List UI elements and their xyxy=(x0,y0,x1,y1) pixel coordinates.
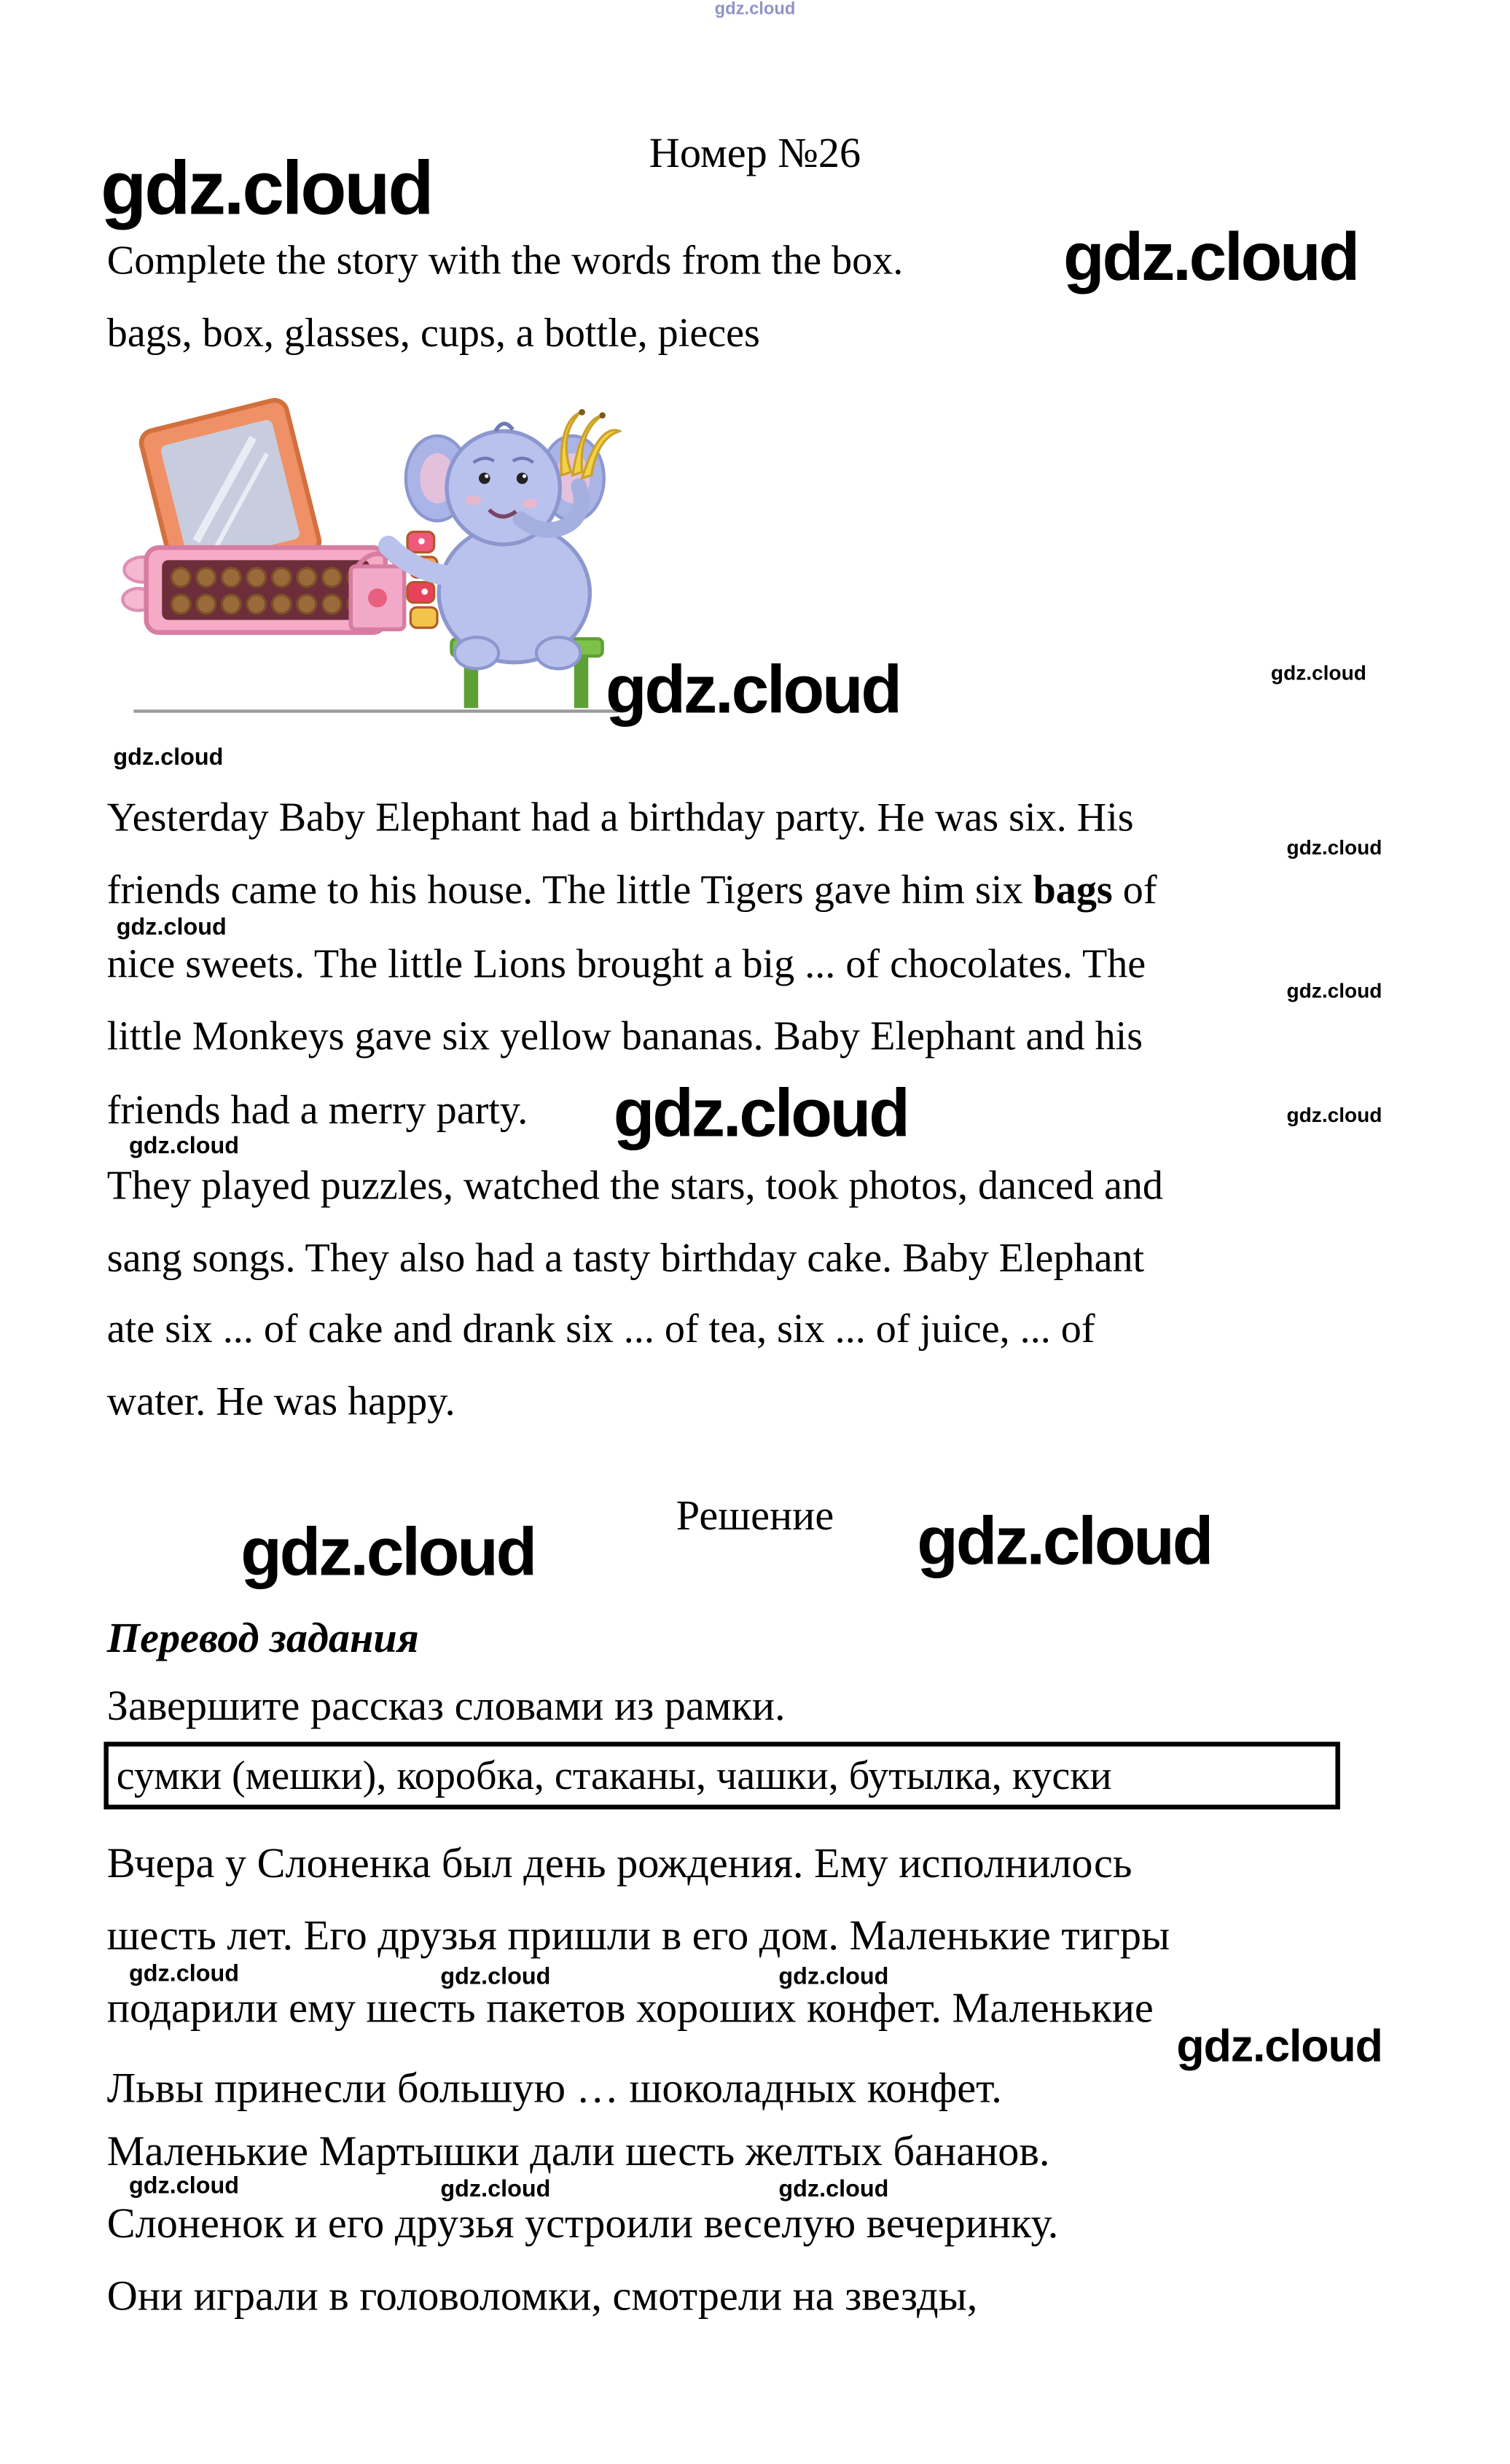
story-line xyxy=(107,867,1157,914)
watermark-small: gdz.cloud xyxy=(116,913,227,941)
story-line: Yesterday Baby Elephant had a birthday party. He was six. His xyxy=(106,794,1134,841)
elephant-illustration xyxy=(118,381,622,730)
story-word-bold: bags xyxy=(1033,867,1113,913)
elephant-illustration-svg xyxy=(118,381,622,730)
word-box-text: сумки (мешки), коробка, стаканы, чашки, бутылка, куски xyxy=(116,1752,1112,1798)
watermark-small: gdz.cloud xyxy=(440,1963,551,1991)
story-line: sang songs. They also had a tasty birthday cake. Baby Elephant xyxy=(106,1235,1145,1281)
page-title: Номер №26 xyxy=(649,128,861,176)
solution-heading: Решение xyxy=(676,1492,834,1539)
gdz-logo-watermark: gdz.cloud xyxy=(240,1515,536,1591)
translation-line: Маленькие Мартышки дали шесть желтых бананов. xyxy=(106,2127,1050,2175)
gdz-logo-watermark: gdz.cloud xyxy=(613,1076,908,1152)
translation-subheading: Перевод задания xyxy=(106,1614,419,1662)
translation-line: подарили ему шесть пакетов хороших конфет. Маленькие xyxy=(106,1984,1154,2032)
story-line: ate six ... of cake and drank six ... of tea, six ... of juice, ... of xyxy=(106,1306,1095,1352)
translation-line: шесть лет. Его друзья пришли в его дом. Маленькие тигры xyxy=(106,1911,1170,1960)
watermark-small: gdz.cloud xyxy=(113,744,224,771)
watermark-small: gdz.cloud xyxy=(128,2172,240,2200)
translation-line: Слоненок и его друзья устроили веселую вечеринку. xyxy=(106,2199,1059,2247)
watermark-small: gdz.cloud xyxy=(1286,835,1382,859)
gdz-logo-watermark: gdz.cloud xyxy=(917,1504,1212,1580)
story-line: friends had a merry party. xyxy=(106,1087,528,1133)
task-text-ru: Завершите рассказ словами из рамки. xyxy=(106,1682,786,1730)
story-line: little Monkeys gave six yellow bananas. Baby Elephant and his xyxy=(106,1013,1143,1059)
story-line: water. He was happy. xyxy=(106,1378,455,1424)
watermark-small: gdz.cloud xyxy=(1270,660,1366,685)
watermark-small: gdz.cloud xyxy=(128,1132,240,1160)
story-text: of xyxy=(1112,867,1157,913)
gdz-logo-watermark: gdz.cloud xyxy=(1063,220,1358,296)
gdz-logo-watermark: gdz.cloud xyxy=(605,652,900,729)
gdz-logo-watermark: gdz.cloud xyxy=(101,147,432,232)
watermark-small: gdz.cloud xyxy=(778,2175,889,2203)
task-text: Complete the story with the words from the box. xyxy=(106,237,904,284)
watermark-small: gdz.cloud xyxy=(1286,978,1382,1002)
translation-line: Они играли в головоломки, смотрели на звезды, xyxy=(106,2272,978,2320)
watermark-small: gdz.cloud xyxy=(778,1963,889,1991)
story-line: They played puzzles, watched the stars, took photos, danced and xyxy=(106,1163,1164,1209)
story-text: friends came to his house. The little Tigers gave him six xyxy=(106,867,1033,913)
story-line: nice sweets. The little Lions brought a big ... of chocolates. The xyxy=(106,940,1146,987)
watermark-small: gdz.cloud xyxy=(128,1960,240,1987)
watermark-small: gdz.cloud xyxy=(1286,1102,1382,1127)
watermark-small: gdz.cloud xyxy=(440,2175,551,2203)
translation-line: Вчера у Слоненка был день рождения. Ему исполнилось xyxy=(106,1839,1132,1887)
translation-line: Львы принесли большую … шоколадных конфет. xyxy=(106,2064,1002,2112)
word-list: bags, box, glasses, cups, a bottle, pieces xyxy=(106,310,760,356)
watermark-top: gdz.cloud xyxy=(714,0,796,19)
gdz-logo-watermark: gdz.cloud xyxy=(1176,2022,1382,2073)
word-box-ru xyxy=(103,1742,1339,1809)
